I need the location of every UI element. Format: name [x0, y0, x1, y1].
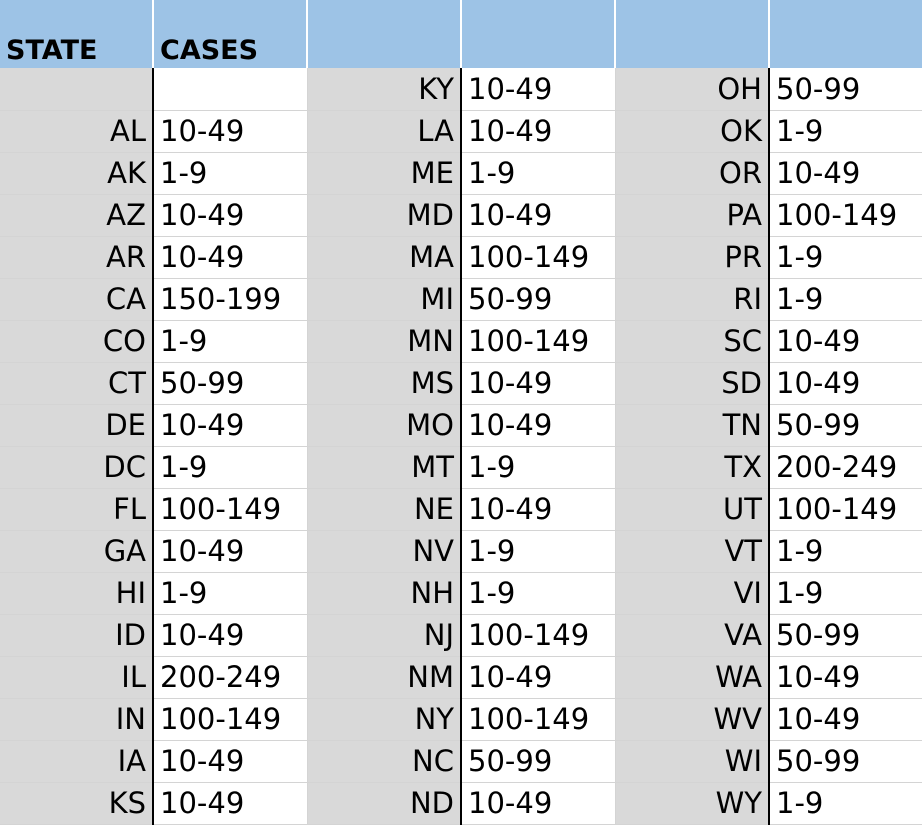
table-row	[0, 614, 922, 656]
table-row	[0, 236, 922, 278]
table-row	[0, 362, 922, 404]
state-code-cell[interactable]: AZ	[0, 194, 153, 236]
state-code-cell[interactable]: AL	[0, 110, 153, 152]
cases-range-cell[interactable]: 50-99	[461, 740, 615, 782]
state-code-cell[interactable]: OR	[615, 152, 769, 194]
cases-range-cell[interactable]: 10-49	[461, 110, 615, 152]
state-code-cell[interactable]: WY	[615, 782, 769, 824]
cases-range-cell[interactable]: 10-49	[769, 362, 922, 404]
cases-range-cell[interactable]: 100-149	[769, 194, 922, 236]
state-code-cell[interactable]: ID	[0, 614, 153, 656]
header-state[interactable]: STATE	[0, 0, 153, 68]
table-row	[0, 698, 922, 740]
cases-range-cell[interactable]: 150-199	[153, 278, 307, 320]
state-code-cell[interactable]: AK	[0, 152, 153, 194]
state-code-cell[interactable]: NC	[307, 740, 461, 782]
cases-range-cell[interactable]: 10-49	[153, 740, 307, 782]
state-code-cell[interactable]: MS	[307, 362, 461, 404]
state-code-cell[interactable]: MI	[307, 278, 461, 320]
cases-range-cell[interactable]: 100-149	[769, 488, 922, 530]
cases-range-cell[interactable]: 1-9	[153, 572, 307, 614]
state-code-cell[interactable]: MD	[307, 194, 461, 236]
cases-range-cell[interactable]: 1-9	[461, 572, 615, 614]
table-row	[0, 656, 922, 698]
cases-range-cell[interactable]: 200-249	[769, 446, 922, 488]
cases-range-cell[interactable]: 10-49	[153, 614, 307, 656]
cases-range-cell[interactable]: 1-9	[769, 530, 922, 572]
state-code-cell[interactable]: NM	[307, 656, 461, 698]
cases-range-cell[interactable]: 200-249	[153, 656, 307, 698]
cases-range-cell[interactable]: 1-9	[769, 236, 922, 278]
state-code-cell[interactable]: DE	[0, 404, 153, 446]
cases-range-cell[interactable]: 10-49	[153, 110, 307, 152]
cases-range-cell[interactable]: 10-49	[769, 656, 922, 698]
cases-range-cell[interactable]: 50-99	[769, 404, 922, 446]
cases-range-cell[interactable]: 10-49	[461, 404, 615, 446]
state-code-cell[interactable]: NH	[307, 572, 461, 614]
header-cell-3[interactable]	[307, 0, 461, 68]
cases-range-cell[interactable]: 100-149	[461, 236, 615, 278]
cases-range-cell[interactable]	[153, 68, 307, 110]
table-row	[0, 152, 922, 194]
cases-range-cell[interactable]: 1-9	[769, 782, 922, 824]
state-code-cell[interactable]: MO	[307, 404, 461, 446]
table-row	[0, 572, 922, 614]
cases-range-cell[interactable]: 100-149	[153, 698, 307, 740]
cases-range-cell[interactable]: 10-49	[153, 782, 307, 824]
cases-range-cell[interactable]: 1-9	[461, 446, 615, 488]
state-code-cell[interactable]: NV	[307, 530, 461, 572]
cases-range-cell[interactable]: 1-9	[769, 572, 922, 614]
table-row	[0, 278, 922, 320]
state-code-cell[interactable]: VI	[615, 572, 769, 614]
cases-range-cell[interactable]: 1-9	[153, 320, 307, 362]
cases-range-cell[interactable]: 50-99	[461, 278, 615, 320]
header-cell-4[interactable]	[461, 0, 615, 68]
state-code-cell[interactable]: PA	[615, 194, 769, 236]
state-code-cell[interactable]: NJ	[307, 614, 461, 656]
state-code-cell[interactable]: VT	[615, 530, 769, 572]
cases-range-cell[interactable]: 50-99	[769, 614, 922, 656]
state-code-cell[interactable]: SC	[615, 320, 769, 362]
cases-range-cell[interactable]: 100-149	[461, 698, 615, 740]
state-code-cell[interactable]: IN	[0, 698, 153, 740]
header-row	[0, 0, 922, 68]
cases-range-cell[interactable]: 1-9	[461, 152, 615, 194]
state-code-cell[interactable]: TN	[615, 404, 769, 446]
state-code-cell[interactable]: LA	[307, 110, 461, 152]
state-code-cell[interactable]: OH	[615, 68, 769, 110]
state-code-cell[interactable]: CT	[0, 362, 153, 404]
table-row	[0, 740, 922, 782]
table-row	[0, 446, 922, 488]
table-row	[0, 68, 922, 110]
state-code-cell[interactable]: ND	[307, 782, 461, 824]
state-code-cell[interactable]: IL	[0, 656, 153, 698]
state-code-cell[interactable]: PR	[615, 236, 769, 278]
table-row	[0, 404, 922, 446]
cases-range-cell[interactable]: 10-49	[153, 236, 307, 278]
cases-range-cell[interactable]: 10-49	[769, 320, 922, 362]
cases-range-cell[interactable]: 10-49	[769, 152, 922, 194]
state-code-cell[interactable]: FL	[0, 488, 153, 530]
cases-range-cell[interactable]: 50-99	[153, 362, 307, 404]
state-code-cell[interactable]: UT	[615, 488, 769, 530]
header-cell-6[interactable]	[769, 0, 922, 68]
cases-range-cell[interactable]: 10-49	[153, 194, 307, 236]
cases-range-cell[interactable]: 1-9	[153, 446, 307, 488]
cases-range-cell[interactable]: 1-9	[461, 530, 615, 572]
table-row	[0, 530, 922, 572]
state-code-cell[interactable]: KY	[307, 68, 461, 110]
table-row	[0, 110, 922, 152]
state-code-cell[interactable]: DC	[0, 446, 153, 488]
cases-range-cell[interactable]: 50-99	[769, 740, 922, 782]
state-code-cell[interactable]: WI	[615, 740, 769, 782]
table-row	[0, 320, 922, 362]
state-code-cell[interactable]: ME	[307, 152, 461, 194]
cases-range-cell[interactable]: 10-49	[769, 698, 922, 740]
state-code-cell[interactable]	[0, 68, 153, 110]
cases-range-cell[interactable]: 10-49	[461, 68, 615, 110]
cases-range-cell[interactable]: 10-49	[461, 488, 615, 530]
state-code-cell[interactable]: SD	[615, 362, 769, 404]
state-code-cell[interactable]: RI	[615, 278, 769, 320]
state-code-cell[interactable]: NE	[307, 488, 461, 530]
cases-range-cell[interactable]: 100-149	[153, 488, 307, 530]
cases-range-cell[interactable]: 100-149	[461, 614, 615, 656]
table-row	[0, 488, 922, 530]
state-code-cell[interactable]: AR	[0, 236, 153, 278]
state-code-cell[interactable]: VA	[615, 614, 769, 656]
cases-range-cell[interactable]: 1-9	[769, 278, 922, 320]
cases-range-cell[interactable]: 1-9	[153, 152, 307, 194]
table-row	[0, 782, 922, 824]
header-cases[interactable]: CASES	[153, 0, 307, 68]
header-cell-5[interactable]	[615, 0, 769, 68]
state-code-cell[interactable]: KS	[0, 782, 153, 824]
state-code-cell[interactable]: CO	[0, 320, 153, 362]
cases-range-cell[interactable]: 50-99	[769, 68, 922, 110]
cases-range-cell[interactable]: 10-49	[461, 194, 615, 236]
cases-range-cell[interactable]: 10-49	[153, 404, 307, 446]
state-code-cell[interactable]: MN	[307, 320, 461, 362]
cases-range-cell[interactable]: 10-49	[153, 530, 307, 572]
state-code-cell[interactable]: OK	[615, 110, 769, 152]
cases-range-cell[interactable]: 10-49	[461, 362, 615, 404]
state-code-cell[interactable]: CA	[0, 278, 153, 320]
cases-range-cell[interactable]: 100-149	[461, 320, 615, 362]
state-code-cell[interactable]: MA	[307, 236, 461, 278]
state-code-cell[interactable]: NY	[307, 698, 461, 740]
state-code-cell[interactable]: MT	[307, 446, 461, 488]
state-code-cell[interactable]: GA	[0, 530, 153, 572]
state-code-cell[interactable]: WA	[615, 656, 769, 698]
cases-range-cell[interactable]: 10-49	[461, 782, 615, 824]
cases-range-cell[interactable]: 10-49	[461, 656, 615, 698]
state-code-cell[interactable]: WV	[615, 698, 769, 740]
cases-range-cell[interactable]: 1-9	[769, 110, 922, 152]
state-code-cell[interactable]: TX	[615, 446, 769, 488]
table-row	[0, 194, 922, 236]
state-code-cell[interactable]: IA	[0, 740, 153, 782]
state-code-cell[interactable]: HI	[0, 572, 153, 614]
